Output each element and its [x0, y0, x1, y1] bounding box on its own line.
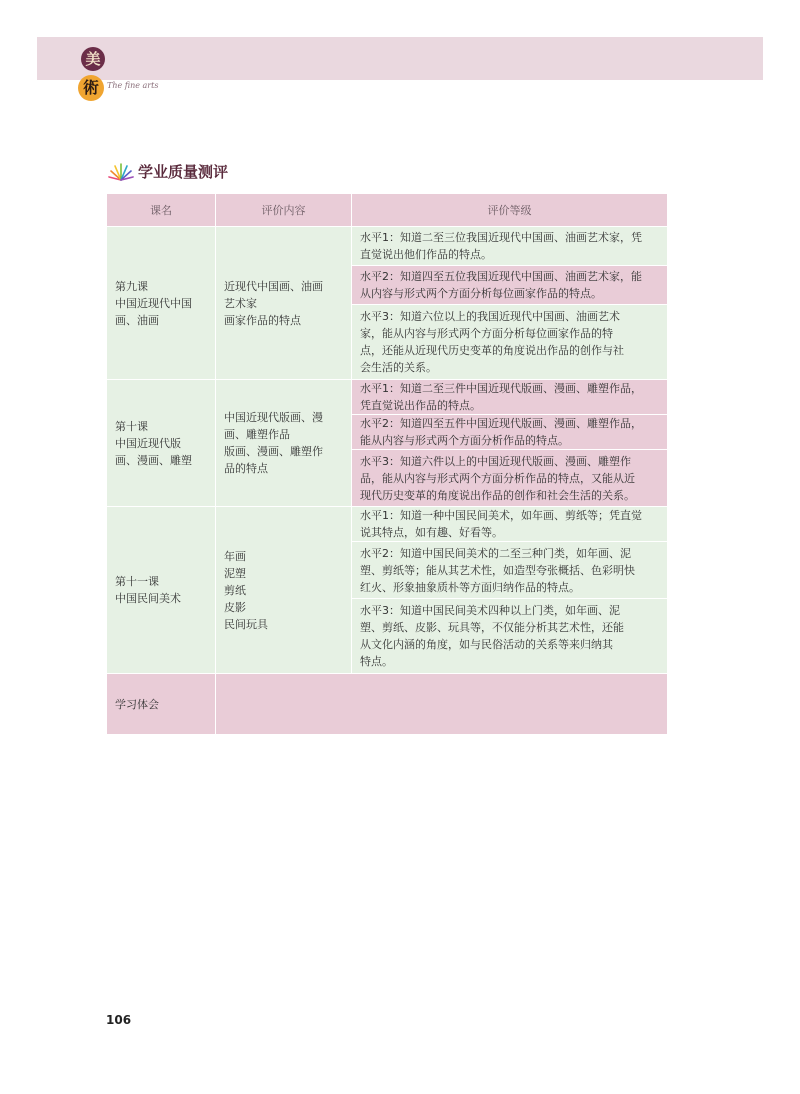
level-cell: 水平3：知道中国民间美术四种以上门类，如年画、泥 塑、剪纸、皮影、玩具等，不仅能分析其艺术性，还能 从文化内涵的角度，如与民俗活动的关系等来归纳其 特点。	[352, 599, 668, 674]
table-row	[107, 227, 668, 266]
table-row	[107, 380, 668, 415]
table-header-row	[107, 194, 668, 227]
column-header-content: 评价内容	[216, 194, 352, 227]
table-row	[107, 674, 668, 735]
logo-char-mei: 美	[81, 47, 105, 71]
reflection-label: 学习体会	[107, 674, 216, 735]
level-cell: 水平2：知道四至五件中国近现代版画、漫画、雕塑作品， 能从内容与形式两个方面分析作品的特点。	[352, 415, 668, 450]
course-cell: 第十一课 中国民间美术	[107, 507, 216, 674]
content-cell: 年画 泥塑 剪纸 皮影 民间玩具	[216, 507, 352, 674]
level-cell: 水平3：知道六件以上的中国近现代版画、漫画、雕塑作 品，能从内容与形式两个方面分析作品的特点，又能从近 现代历史变革的角度说出作品的创作和社会生活的关系。	[352, 450, 668, 507]
column-header-level: 评价等级	[352, 194, 668, 227]
rainbow-burst-icon	[106, 160, 136, 182]
content-cell: 近现代中国画、油画 艺术家 画家作品的特点	[216, 227, 352, 380]
table-row	[107, 507, 668, 542]
level-cell: 水平2：知道中国民间美术的二至三种门类，如年画、泥 塑、剪纸等；能从其艺术性，如造型夸张概括、色彩明快 红火、形象抽象质朴等方面归纳作品的特点。	[352, 542, 668, 599]
level-cell: 水平1：知道二至三件中国近现代版画、漫画、雕塑作品， 凭直觉说出作品的特点。	[352, 380, 668, 415]
column-header-course: 课名	[107, 194, 216, 227]
level-cell: 水平3：知道六位以上的我国近现代中国画、油画艺术 家，能从内容与形式两个方面分析每位画家作品的特 点，还能从近现代历史变革的角度说出作品的创作与社 会生活的关系。	[352, 305, 668, 380]
fine-arts-logo	[78, 45, 158, 105]
reflection-cell	[216, 674, 668, 735]
section-title	[106, 160, 228, 182]
page-number: 106	[106, 1013, 132, 1027]
section-title-text: 学业质量测评	[138, 162, 229, 181]
assessment-table	[106, 193, 668, 735]
header-subtitle: The fine arts	[107, 81, 159, 90]
course-cell: 第十课 中国近现代版 画、漫画、雕塑	[107, 380, 216, 507]
course-cell: 第九课 中国近现代中国 画、油画	[107, 227, 216, 380]
level-cell: 水平1：知道一种中国民间美术，如年画、剪纸等；凭直觉 说其特点，如有趣、好看等。	[352, 507, 668, 542]
logo-char-shu: 術	[78, 75, 104, 101]
content-cell: 中国近现代版画、漫 画、雕塑作品 版画、漫画、雕塑作 品的特点	[216, 380, 352, 507]
level-cell: 水平1：知道二至三位我国近现代中国画、油画艺术家，凭 直觉说出他们作品的特点。	[352, 227, 668, 266]
level-cell: 水平2：知道四至五位我国近现代中国画、油画艺术家，能 从内容与形式两个方面分析每位画家作品的特点。	[352, 266, 668, 305]
